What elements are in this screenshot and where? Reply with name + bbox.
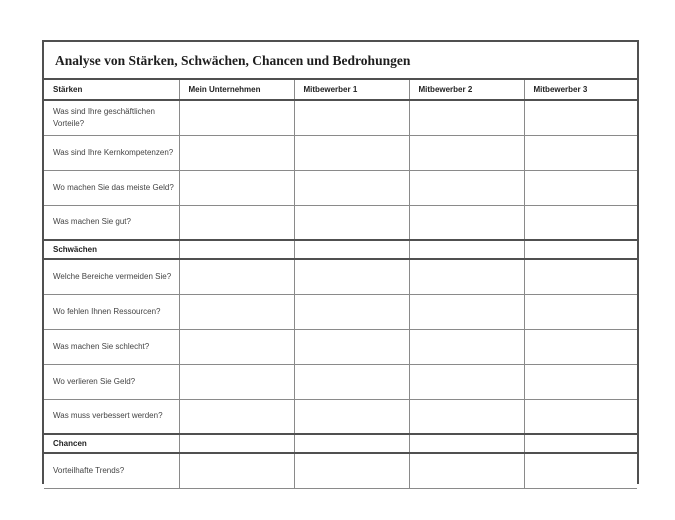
table-row [44, 294, 637, 329]
answer-cell[interactable] [524, 259, 637, 294]
answer-cell[interactable] [179, 240, 294, 259]
answer-cell[interactable] [294, 453, 409, 488]
answer-cell[interactable] [294, 399, 409, 434]
answer-cell[interactable] [524, 329, 637, 364]
answer-cell[interactable] [294, 364, 409, 399]
answer-cell[interactable] [409, 453, 524, 488]
table-row [44, 100, 637, 135]
answer-cell[interactable] [294, 434, 409, 453]
table-row [44, 453, 637, 488]
header-strengths: Stärken [44, 80, 179, 100]
question-label: Wo fehlen Ihnen Ressourcen? [44, 294, 179, 329]
answer-cell[interactable] [524, 100, 637, 135]
question-label: Was machen Sie gut? [44, 205, 179, 240]
table-row [44, 364, 637, 399]
header-competitor-2: Mitbewerber 2 [409, 80, 524, 100]
answer-cell[interactable] [179, 170, 294, 205]
header-competitor-3: Mitbewerber 3 [524, 80, 637, 100]
table-row [44, 135, 637, 170]
table-row [44, 259, 637, 294]
answer-cell[interactable] [179, 329, 294, 364]
answer-cell[interactable] [179, 100, 294, 135]
answer-cell[interactable] [409, 434, 524, 453]
title-band [44, 42, 637, 80]
answer-cell[interactable] [294, 329, 409, 364]
answer-cell[interactable] [409, 294, 524, 329]
question-label: Was sind Ihre Kernkompetenzen? [44, 135, 179, 170]
answer-cell[interactable] [524, 399, 637, 434]
answer-cell[interactable] [179, 364, 294, 399]
table-row [44, 170, 637, 205]
answer-cell[interactable] [409, 329, 524, 364]
answer-cell[interactable] [179, 259, 294, 294]
table-row [44, 399, 637, 434]
answer-cell[interactable] [409, 399, 524, 434]
swot-analysis-sheet [42, 40, 639, 484]
question-label: Was sind Ihre geschäftlichen Vorteile? [44, 100, 179, 135]
swot-table [44, 80, 637, 489]
answer-cell[interactable] [409, 170, 524, 205]
answer-cell[interactable] [294, 135, 409, 170]
question-label: Vorteilhafte Trends? [44, 453, 179, 488]
answer-cell[interactable] [524, 205, 637, 240]
question-label: Was machen Sie schlecht? [44, 329, 179, 364]
question-label: Wo machen Sie das meiste Geld? [44, 170, 179, 205]
answer-cell[interactable] [179, 434, 294, 453]
question-label: Welche Bereiche vermeiden Sie? [44, 259, 179, 294]
answer-cell[interactable] [294, 240, 409, 259]
answer-cell[interactable] [179, 294, 294, 329]
answer-cell[interactable] [524, 294, 637, 329]
answer-cell[interactable] [179, 205, 294, 240]
table-header-row [44, 80, 637, 100]
answer-cell[interactable] [294, 170, 409, 205]
question-label: Was muss verbessert werden? [44, 399, 179, 434]
answer-cell[interactable] [179, 399, 294, 434]
answer-cell[interactable] [524, 170, 637, 205]
section-row-opportunities [44, 434, 637, 453]
page-title: Analyse von Stärken, Schwächen, Chancen und Bedrohungen [55, 53, 411, 68]
section-row-weaknesses [44, 240, 637, 259]
answer-cell[interactable] [409, 135, 524, 170]
header-my-company: Mein Unternehmen [179, 80, 294, 100]
answer-cell[interactable] [524, 135, 637, 170]
answer-cell[interactable] [294, 294, 409, 329]
answer-cell[interactable] [294, 205, 409, 240]
answer-cell[interactable] [294, 100, 409, 135]
answer-cell[interactable] [524, 364, 637, 399]
answer-cell[interactable] [409, 364, 524, 399]
answer-cell[interactable] [524, 434, 637, 453]
answer-cell[interactable] [524, 240, 637, 259]
answer-cell[interactable] [524, 453, 637, 488]
answer-cell[interactable] [409, 259, 524, 294]
answer-cell[interactable] [409, 205, 524, 240]
question-label: Wo verlieren Sie Geld? [44, 364, 179, 399]
answer-cell[interactable] [409, 100, 524, 135]
header-competitor-1: Mitbewerber 1 [294, 80, 409, 100]
answer-cell[interactable] [409, 240, 524, 259]
answer-cell[interactable] [294, 259, 409, 294]
table-row [44, 329, 637, 364]
section-label-weaknesses: Schwächen [44, 240, 179, 259]
answer-cell[interactable] [179, 135, 294, 170]
table-row [44, 205, 637, 240]
section-label-opportunities: Chancen [44, 434, 179, 453]
answer-cell[interactable] [179, 453, 294, 488]
